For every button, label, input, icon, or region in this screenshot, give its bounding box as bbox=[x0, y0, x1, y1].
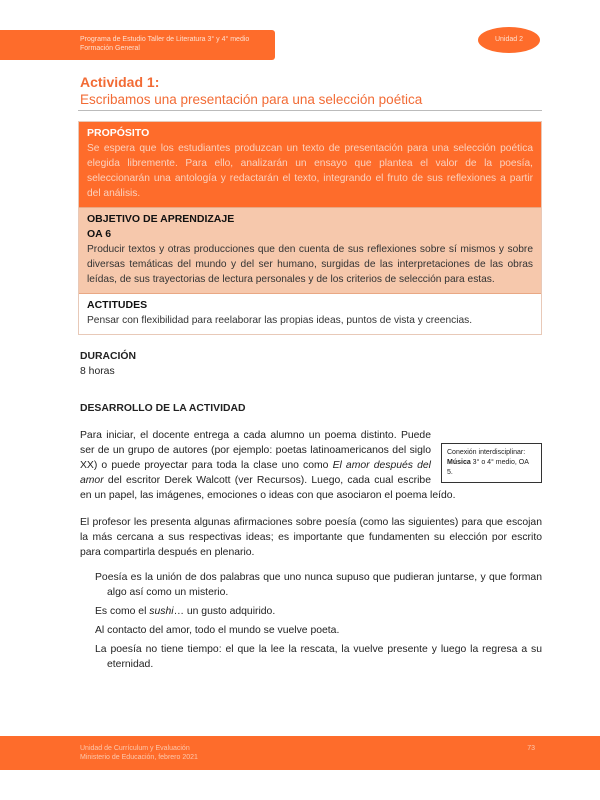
purpose-section bbox=[79, 122, 541, 207]
quote-text: … un gusto adquirido. bbox=[173, 606, 276, 617]
purpose-text: Se espera que los estudiantes produzcan un texto de presentación para una selección poética elegida libremente. Para ello, analizarán un ensayo que plantea el valor de la poesía, seleccionarán una antología y redactarán el texto, integrando el fruto de sus reflexiones a partir del análisis. bbox=[87, 143, 533, 199]
program-subtitle: Formación General bbox=[80, 45, 140, 52]
connection-detail: 3° o 4° medio, OA 5. bbox=[447, 459, 529, 476]
attitudes-text: Pensar con flexibilidad para reelaborar las propias ideas, puntos de vista y creencias. bbox=[87, 315, 473, 326]
poem-title: El amor después del amor bbox=[80, 460, 431, 486]
quote-italic: sushi bbox=[149, 606, 174, 617]
quote-1 bbox=[95, 570, 542, 600]
interdisciplinary-connection-box bbox=[441, 443, 542, 483]
quote-2 bbox=[95, 604, 542, 619]
quote-text: Es como el bbox=[95, 606, 150, 617]
title-divider bbox=[78, 110, 542, 111]
p1-text-end: del escritor Derek Walcott (ver Recursos). Luego, cada cual escribe en un papel, las imágenes, emociones o ideas con que asociaron el poema leído. bbox=[80, 475, 456, 501]
activity-summary-box bbox=[78, 121, 542, 335]
unit-badge: Unidad 2 bbox=[478, 27, 540, 53]
development-heading: DESARROLLO DE LA ACTIVIDAD bbox=[80, 403, 246, 414]
development-paragraph-2: El profesor les presenta algunas afirmaciones sobre poesía (como las siguientes) para que escojan la más cercana a sus respectivas ideas; es importante que fundamenten su elección por escrito para compartirla después en plenario. bbox=[80, 517, 542, 558]
objective-heading: OBJETIVO DE APRENDIZAJE bbox=[87, 213, 235, 225]
footer-line-1: Unidad de Currículum y Evaluación bbox=[80, 745, 190, 752]
page-number: 73 bbox=[527, 745, 535, 752]
connection-label: Conexión interdisciplinar: bbox=[447, 449, 526, 456]
connection-subject: Música bbox=[447, 459, 471, 466]
quote-3: Al contacto del amor, todo el mundo se vuelve poeta. bbox=[95, 625, 340, 636]
duration-value: 8 horas bbox=[80, 366, 115, 377]
program-title: Programa de Estudio Taller de Literatura 3° y 4° medio bbox=[80, 36, 250, 43]
attitudes-heading: ACTITUDES bbox=[87, 299, 148, 311]
duration-heading: DURACIÓN bbox=[80, 351, 136, 362]
footer-line-2: Ministerio de Educación, febrero 2021 bbox=[80, 754, 198, 761]
attitudes-section bbox=[79, 294, 541, 334]
development-paragraph-1 bbox=[78, 428, 542, 503]
quote-text: La poesía no tiene tiempo: el que la lee la rescata, la vuelve presente y luego la regresa a su eternidad. bbox=[95, 644, 542, 670]
page-content bbox=[78, 74, 542, 672]
program-header bbox=[0, 30, 275, 60]
objective-section bbox=[79, 207, 541, 294]
purpose-heading: PROPÓSITO bbox=[87, 127, 150, 139]
activity-label: Actividad 1: bbox=[80, 74, 160, 90]
activity-title: Escribamos una presentación para una selección poética bbox=[80, 92, 423, 107]
quote-text: Poesía es la unión de dos palabras que uno nunca supuso que pudieran juntarse, y que forman algo así como un misterio. bbox=[95, 572, 542, 598]
page-footer bbox=[0, 736, 600, 770]
objective-code: OA 6 bbox=[87, 228, 112, 240]
quote-4 bbox=[95, 642, 542, 672]
p1-text-start: Para iniciar, el docente entrega a cada alumno un poema distinto. Puede ser de un grupo de autores (por ejemplo: poetas latinoamericanos del siglo XX) o puede proyectar para toda la clase uno como bbox=[80, 430, 431, 471]
objective-text: Producir textos y otras producciones que den cuenta de sus reflexiones sobre sí mismos y sobre diversas temáticas del mundo y del ser humano, surgidas de las interpretaciones de las obras leídas, de sus trayectorias de lectura personales y de los criterios de selección para estas. bbox=[87, 244, 533, 285]
